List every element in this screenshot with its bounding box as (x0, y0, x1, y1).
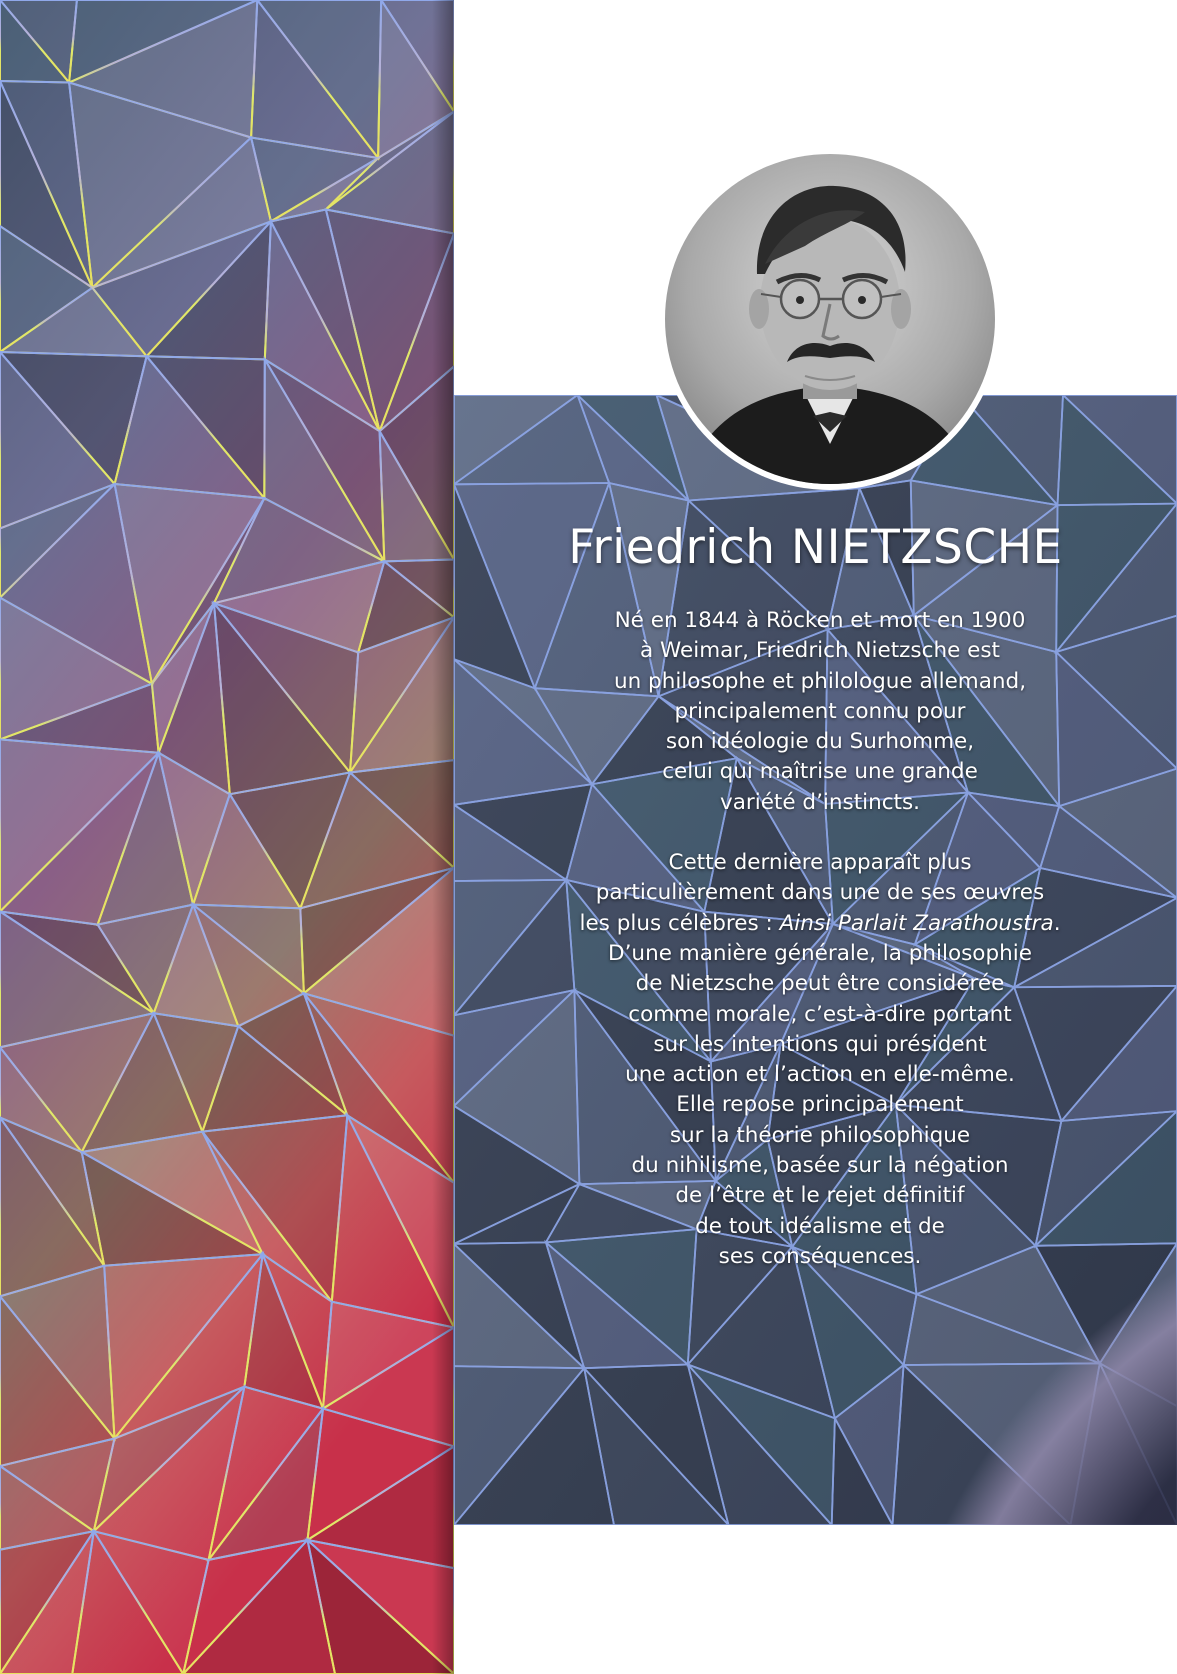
bio-line: variété d’instincts. (719, 789, 921, 815)
bio-line: à Weimar, Friedrich Nietzsche est (640, 638, 1000, 664)
bio-line: celui qui maîtrise une grande (662, 759, 978, 785)
bio-line: particulièrement dans une de ses œuvres (595, 880, 1045, 906)
left-decorative-panel (0, 0, 454, 1674)
bio-line: une action et l’action en elle-même. (625, 1062, 1015, 1088)
book-title: Ainsi Parlait Zarathoustra (779, 910, 1054, 936)
polygon-pattern-left (0, 0, 454, 1674)
bio-line: un philosophe et philologue allemand, (613, 668, 1027, 694)
bio-line: sur les intentions qui président (653, 1031, 987, 1057)
bio-text: . (1053, 910, 1061, 936)
bio-line: de Nietzsche peut être considérée (635, 971, 1005, 997)
bio-paragraph-1 (520, 606, 1120, 818)
portrait-photo (665, 154, 995, 484)
bio-line: Cette dernière apparaît plus (668, 850, 972, 876)
bio-paragraph-2 (520, 848, 1120, 1272)
bio-text: les plus célèbres : (579, 910, 780, 936)
bio-line: son idéologie du Surhomme, (665, 729, 975, 755)
bio-line: Né en 1844 à Röcken et mort en 1900 (614, 608, 1026, 633)
bio-line: comme morale, c’est-à-dire portant (628, 1001, 1012, 1027)
bio-line: de tout idéalisme et de (695, 1213, 945, 1239)
bio-line-with-book (520, 909, 1120, 939)
bio-line: Elle repose principalement (676, 1092, 964, 1118)
page-title: Friedrich NIETZSCHE (568, 520, 1063, 575)
bio-line: sur la théorie philosophique (669, 1122, 971, 1148)
bio-line: de l’être et le rejet définitif (675, 1183, 965, 1209)
bio-line: ses conséquences. (718, 1243, 922, 1269)
bio-line: principalement connu pour (674, 698, 966, 724)
biography-text (520, 606, 1120, 1272)
bio-line: D’une manière générale, la philosophie (608, 940, 1032, 966)
bio-line: du nihilisme, basée sur la négation (631, 1153, 1009, 1179)
